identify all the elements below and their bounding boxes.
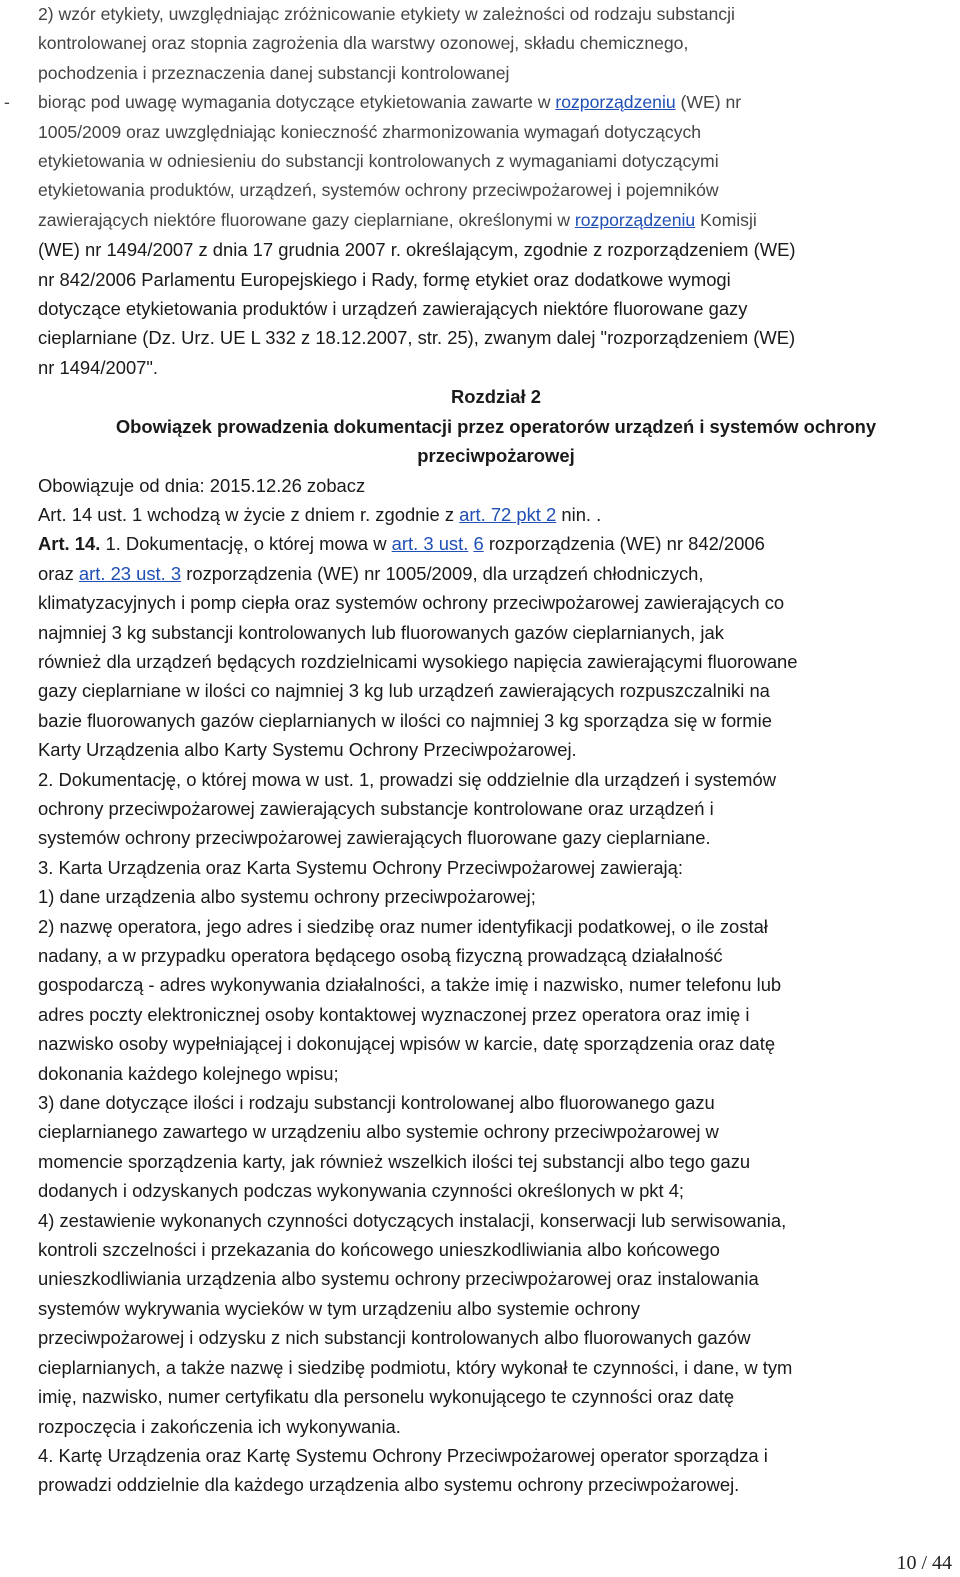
- text-line: nazwisko osoby wypełniającej i dokonującej wpisów w karcie, datę sporządzenia oraz datę: [38, 1033, 776, 1055]
- text-line: dokonania każdego kolejnego wpisu;: [38, 1062, 339, 1084]
- text-span: oraz: [38, 562, 79, 584]
- text-line: (WE) nr 1494/2007 z dnia 17 grudnia 2007 r. określającym, zgodnie z rozporządzeniem (WE): [38, 239, 796, 261]
- text-line: kontrolowanej oraz stopnia zagrożenia dla warstwy ozonowej, składu chemicznego,: [38, 33, 689, 54]
- page-number: 10 / 44: [896, 1552, 952, 1574]
- article-heading: Art. 14.: [38, 533, 101, 555]
- text-line: cieplarnianych, a także nazwę i siedzibę podmiotu, który wykonał te czynności, i dane, w tym: [38, 1356, 793, 1378]
- chapter-number: Rozdział 2: [451, 386, 541, 408]
- in-force-note: Obowiązuje od dnia: 2015.12.26 zobacz: [38, 474, 366, 496]
- text-line: imię, nazwisko, numer certyfikatu dla personelu wykonującego te czynności oraz datę: [38, 1386, 735, 1408]
- text-line: kontroli szczelności i przekazania do końcowego unieszkodliwiania albo końcowego: [38, 1239, 720, 1261]
- text-line: nr 1494/2007".: [38, 356, 159, 378]
- article-14-line-1: [38, 529, 954, 558]
- link-rozporzadzenie-2[interactable]: rozporządzeniu: [574, 209, 696, 230]
- link-art-23-ust-3[interactable]: art. 23 ust. 3: [78, 562, 182, 584]
- text-line: [4, 88, 954, 117]
- text-span: zawierających niektóre fluorowane gazy cieplarniane, określonymi w: [38, 209, 575, 230]
- text-line: 4) zestawienie wykonanych czynności dotyczących instalacji, konserwacji lub serwisowania,: [38, 1209, 787, 1231]
- text-line: [38, 206, 954, 235]
- text-line: nadany, a w przypadku operatora będącego osobą fizyczną prowadzącą działalność: [38, 945, 723, 966]
- text-line: dotyczące etykietowania produktów i urządzeń zawierających niektóre fluorowane gazy: [38, 298, 748, 320]
- text-span: rozporządzenia (WE) nr 842/2006: [483, 533, 765, 555]
- text-line: 1005/2009 oraz uwzględniając konieczność zharmonizowania wymagań dotyczących: [38, 121, 702, 142]
- text-span: Komisji: [695, 209, 757, 230]
- link-rozporzadzenie-1[interactable]: rozporządzeniu: [555, 92, 676, 113]
- text-span: biorąc pod uwagę wymagania dotyczące etykietowania zawarte w: [38, 92, 556, 113]
- text-line: 2. Dokumentację, o której mowa w ust. 1, prowadzi się oddzielnie dla urządzeń i systemów: [38, 768, 777, 790]
- text-line: momencie sporządzenia karty, jak również wszelkich ilości tej substancji albo tego gazu: [38, 1150, 751, 1172]
- text-line: cieplarniane (Dz. Urz. UE L 332 z 18.12.2007, str. 25), zwanym dalej "rozporządzeniem (WE): [38, 327, 796, 349]
- chapter-title: Obowiązek prowadzenia dokumentacji przez operatorów urządzeń i systemów ochrony: [115, 415, 877, 437]
- article-14-line-2: [38, 559, 954, 588]
- text-line: gospodarczą - adres wykonywania działalności, a także imię i nazwisko, numer telefonu lub: [38, 974, 782, 996]
- article-body: [38, 588, 954, 1500]
- text-span: Art. 14 ust. 1 wchodzą w życie z dniem r. zgodnie z: [38, 503, 460, 525]
- text-line: 3) dane dotyczące ilości i rodzaju substancji kontrolowanej albo fluorowanego gazu: [38, 1092, 715, 1114]
- document-page: [4, 0, 954, 1500]
- text-line: Karty Urządzenia albo Karty Systemu Ochrony Przeciwpożarowej.: [38, 739, 577, 761]
- list-dash: -: [4, 92, 10, 113]
- article-note: [38, 500, 954, 529]
- text-line: przeciwpożarowej i odzysku z nich substancji kontrolowanych albo fluorowanych gazów: [38, 1327, 751, 1349]
- text-line: prowadzi oddzielnie dla każdego urządzenia albo systemu ochrony przeciwpożarowej.: [38, 1474, 740, 1496]
- link-art-3-ust[interactable]: art. 3 ust.: [391, 533, 469, 555]
- text-line: etykietowania w odniesieniu do substancji kontrolowanych z wymaganiami dotyczącymi: [38, 151, 719, 172]
- text-span: 1. Dokumentację, o której mowa w: [100, 533, 392, 555]
- text-line: cieplarnianego zawartego w urządzeniu albo systemie ochrony przeciwpożarowej w: [38, 1121, 719, 1143]
- text-line: rozpoczęcia i zakończenia ich wykonywania.: [38, 1415, 401, 1437]
- chapter-title-cont: przeciwpożarowej: [417, 445, 575, 467]
- text-line: pochodzenia i przeznaczenia danej substancji kontrolowanej: [38, 62, 510, 83]
- text-line: 4. Kartę Urządzenia oraz Kartę Systemu Ochrony Przeciwpożarowej operator sporządza i: [38, 1444, 768, 1466]
- text-line: 2) nazwę operatora, jego adres i siedzibę oraz numer identyfikacji podatkowej, o ile został: [38, 915, 768, 937]
- text-span: (WE) nr: [675, 92, 742, 113]
- text-line: bazie fluorowanych gazów cieplarnianych w ilości co najmniej 3 kg sporządza się w formie: [38, 709, 772, 731]
- text-line: systemów ochrony przeciwpożarowej zawierających fluorowane gazy cieplarniane.: [38, 827, 711, 849]
- text-line: 2) wzór etykiety, uwzględniając zróżnicowanie etykiety w zależności od rodzaju substancji: [38, 4, 735, 24]
- text-line: etykietowania produktów, urządzeń, systemów ochrony przeciwpożarowej i pojemników: [38, 180, 719, 201]
- link-art-72[interactable]: art. 72 pkt 2: [459, 503, 557, 525]
- text-span: rozporządzenia (WE) nr 1005/2009, dla urządzeń chłodniczych,: [181, 562, 704, 584]
- text-line: dodanych i odzyskanych podczas wykonywania czynności określonych w pkt 4;: [38, 1180, 685, 1202]
- text-line: klimatyzacyjnych i pomp ciepła oraz systemów ochrony przeciwpożarowej zawierających co: [38, 592, 785, 614]
- text-line: nr 842/2006 Parlamentu Europejskiego i Rady, formę etykiet oraz dodatkowe wymogi: [38, 268, 731, 290]
- text-line: 1) dane urządzenia albo systemu ochrony przeciwpożarowej;: [38, 886, 536, 908]
- link-art-3-ust-6[interactable]: 6: [473, 533, 484, 555]
- text-line: również dla urządzeń będących rozdzielnicami wysokiego napięcia zawierającymi fluorowane: [38, 650, 798, 672]
- text-line: unieszkodliwiania urządzenia albo systemu ochrony przeciwpożarowej oraz instalowania: [38, 1268, 759, 1290]
- text-line: 3. Karta Urządzenia oraz Karta Systemu Ochrony Przeciwpożarowej zawierają:: [38, 856, 683, 878]
- text-span: nin. .: [556, 503, 602, 525]
- text-line: gazy cieplarniane w ilości co najmniej 3 kg lub urządzeń zawierających rozpuszczalniki na: [38, 680, 770, 702]
- text-line: ochrony przeciwpożarowej zawierających substancje kontrolowane oraz urządzeń i: [38, 797, 714, 819]
- text-line: adres poczty elektronicznej osoby kontaktowej wyznaczonej przez operatora oraz imię i: [38, 1003, 750, 1025]
- text-line: najmniej 3 kg substancji kontrolowanych lub fluorowanych gazów cieplarnianych, jak: [38, 621, 724, 643]
- text-line: systemów wykrywania wycieków w tym urządzeniu albo systemie ochrony: [38, 1297, 640, 1319]
